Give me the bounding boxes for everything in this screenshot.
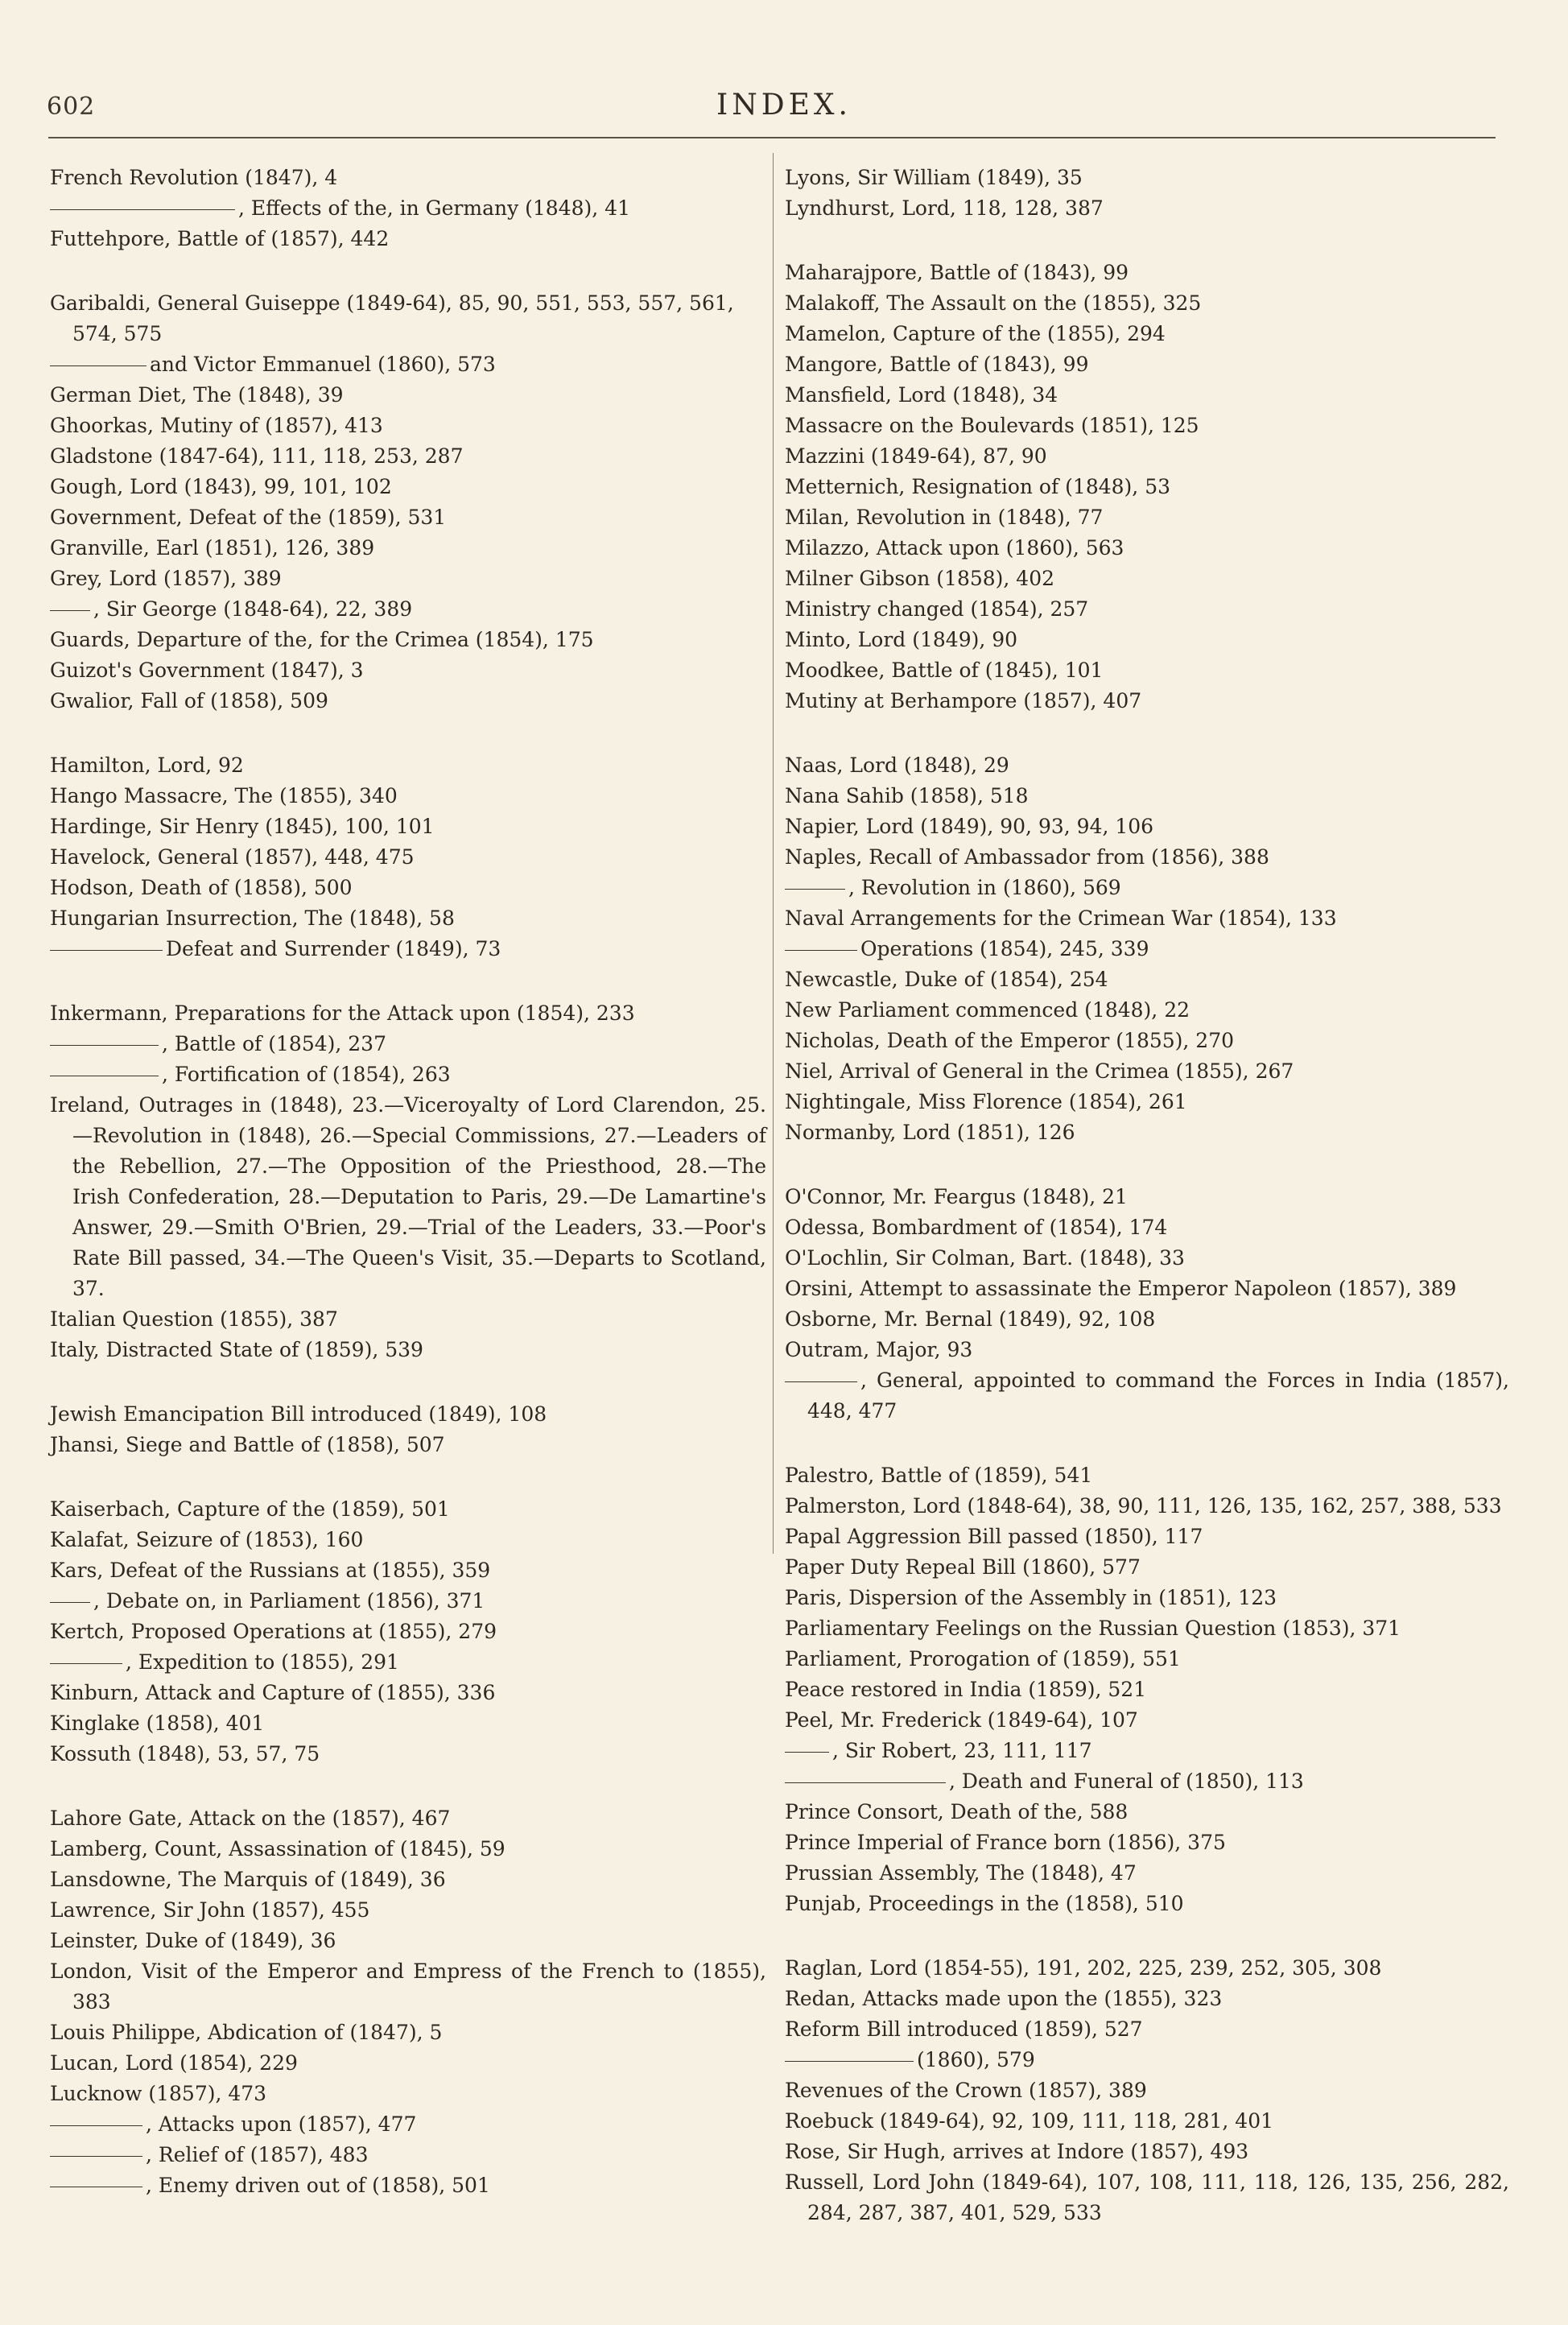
index-letter-group <box>50 1803 766 2201</box>
index-entry-text: Massacre on the Boulevards (1851), 125 <box>785 414 1199 437</box>
index-letter-group <box>785 1953 1509 2228</box>
index-entry <box>50 1494 766 1525</box>
index-entry-text: Havelock, General (1857), 448, 475 <box>50 845 415 869</box>
index-entry <box>785 1274 1509 1304</box>
index-entry <box>785 625 1509 655</box>
index-entry <box>785 1705 1509 1736</box>
index-entry-text: Prince Consort, Death of the, 588 <box>785 1800 1129 1823</box>
index-entry-text: Government, Defeat of the (1859), 531 <box>50 506 447 529</box>
index-entry-text: Mutiny at Berhampore (1857), 407 <box>785 689 1142 712</box>
index-column-left <box>50 163 766 2235</box>
index-entry-text: Nana Sahib (1858), 518 <box>785 784 1029 807</box>
index-entry-text: Granville, Earl (1851), 126, 389 <box>50 536 375 560</box>
index-entry-text: Italy, Distracted State of (1859), 539 <box>50 1338 423 1361</box>
index-entry <box>50 1895 766 1926</box>
index-entry-text: Jhansi, Siege and Battle of (1858), 507 <box>50 1433 445 1456</box>
index-entry-text: Peel, Mr. Frederick (1849-64), 107 <box>785 1708 1138 1732</box>
index-entry-text: Malakoff, The Assault on the (1855), 325 <box>785 291 1202 315</box>
index-entry-text: Kertch, Proposed Operations at (1855), 279 <box>50 1620 497 1643</box>
index-entry <box>50 2079 766 2109</box>
index-entry-text: O'Connor, Mr. Feargus (1848), 21 <box>785 1185 1128 1208</box>
index-entry <box>785 2167 1509 2228</box>
index-entry-text: Paper Duty Repeal Bill (1860), 577 <box>785 1555 1141 1579</box>
index-entry <box>50 1586 766 1617</box>
index-entry <box>785 1953 1509 1984</box>
index-entry-text: Normanby, Lord (1851), 126 <box>785 1121 1075 1144</box>
index-entry <box>785 1583 1509 1613</box>
index-entry <box>50 2140 766 2170</box>
index-entry-text: Newcastle, Duke of (1854), 254 <box>785 968 1108 991</box>
index-entry-text: Mamelon, Capture of the (1855), 294 <box>785 322 1166 345</box>
index-letter-group <box>50 163 766 254</box>
index-entry <box>785 2045 1509 2075</box>
index-entry <box>785 1984 1509 2014</box>
index-entry <box>785 1858 1509 1889</box>
header-rule <box>48 137 1496 138</box>
index-entry-text: , Effects of the, in Germany (1848), 41 <box>238 196 630 220</box>
index-entry <box>785 1335 1509 1365</box>
index-entry-text: , General, appointed to command the Forces in India (1857), 448, 477 <box>807 1369 1509 1423</box>
index-entry <box>785 1797 1509 1827</box>
index-entry <box>50 1956 766 2017</box>
index-entry <box>785 1675 1509 1705</box>
index-entry <box>785 842 1509 873</box>
index-entry-text: Ghoorkas, Mutiny of (1857), 413 <box>50 414 383 437</box>
index-entry-text: Osborne, Mr. Bernal (1849), 92, 108 <box>785 1307 1156 1331</box>
ditto-dash <box>50 2125 142 2126</box>
index-entry <box>785 1212 1509 1243</box>
index-entry <box>50 349 766 380</box>
index-entry <box>50 1834 766 1865</box>
index-entry-text: O'Lochlin, Sir Colman, Bart. (1848), 33 <box>785 1246 1185 1270</box>
index-entry <box>50 1617 766 1647</box>
ditto-dash <box>50 610 90 611</box>
index-entry-text: Mansfield, Lord (1848), 34 <box>785 383 1058 407</box>
index-entry-text: German Diet, The (1848), 39 <box>50 383 344 407</box>
index-entry <box>50 2017 766 2048</box>
ditto-dash <box>785 1381 857 1382</box>
column-divider <box>773 153 774 1554</box>
index-entry-text: Peace restored in India (1859), 521 <box>785 1678 1147 1701</box>
index-entry <box>50 2048 766 2079</box>
index-entry-text: , Revolution in (1860), 569 <box>848 876 1121 899</box>
index-entry <box>50 2170 766 2201</box>
index-entry <box>785 594 1509 625</box>
ditto-dash <box>785 1752 829 1753</box>
index-entry-text: Ireland, Outrages in (1848), 23.—Viceroyalty of Lord Clarendon, 25.—Revolution in (1848), 26.—Special Commissions, 27.—Leaders of the Rebellion, 27.—The Opposition of the Priesthood, 28.—The Irish Confederation, 28.—Deputation to Paris, 29.—De Lamartine's Answer, 29.—Smith O'Brien, 29.—Trial of the Leaders, 33.—Poor's Rate Bill passed, 34.—The Queen's Visit, 35.—Departs to Scotland, 37. <box>50 1093 766 1300</box>
page-number: 602 <box>47 93 96 121</box>
index-entry <box>50 625 766 655</box>
index-entry <box>785 380 1509 411</box>
index-entry <box>50 502 766 533</box>
index-entry-text: Parliament, Prorogation of (1859), 551 <box>785 1647 1181 1670</box>
ditto-dash <box>50 2156 142 2157</box>
index-entry-text: Paris, Dispersion of the Assembly in (1851), 123 <box>785 1586 1277 1609</box>
index-entry <box>785 1522 1509 1552</box>
index-entry-text: (1860), 579 <box>917 2048 1035 2071</box>
index-entry <box>50 533 766 564</box>
index-entry <box>50 411 766 441</box>
index-entry <box>50 842 766 873</box>
index-entry <box>785 1736 1509 1766</box>
index-entry-text: Niel, Arrival of General in the Crimea (1855), 267 <box>785 1059 1294 1083</box>
index-entry <box>785 411 1509 441</box>
index-entry-text: Mazzini (1849-64), 87, 90 <box>785 444 1047 468</box>
index-entry-text: Maharajpore, Battle of (1843), 99 <box>785 261 1129 284</box>
index-entry <box>50 1926 766 1956</box>
index-entry-text: Nicholas, Death of the Emperor (1855), 270 <box>785 1029 1235 1052</box>
index-entry-text: Papal Aggression Bill passed (1850), 117 <box>785 1525 1203 1548</box>
index-entry <box>785 781 1509 811</box>
ditto-dash <box>50 209 235 210</box>
index-entry <box>50 1739 766 1770</box>
index-entry-text: New Parliament commenced (1848), 22 <box>785 998 1190 1022</box>
index-entry-text: Ministry changed (1854), 257 <box>785 597 1089 621</box>
index-entry <box>50 1059 766 1090</box>
index-entry-text: , Relief of (1857), 483 <box>146 2143 369 2166</box>
index-entry-text: Italian Question (1855), 387 <box>50 1307 338 1331</box>
index-entry-text: , Debate on, in Parliament (1856), 371 <box>93 1589 485 1613</box>
index-entry <box>50 288 766 349</box>
index-entry-text: , Expedition to (1855), 291 <box>126 1650 399 1674</box>
index-entry-text: Revenues of the Crown (1857), 389 <box>785 2079 1147 2102</box>
index-entry <box>50 441 766 472</box>
index-entry <box>50 594 766 625</box>
index-entry-text: Hardinge, Sir Henry (1845), 100, 101 <box>50 815 435 838</box>
index-entry <box>785 995 1509 1026</box>
index-entry-text: Lawrence, Sir John (1857), 455 <box>50 1898 370 1922</box>
index-entry-text: Rose, Sir Hugh, arrives at Indore (1857), 493 <box>785 2140 1249 2163</box>
index-entry <box>50 1803 766 1834</box>
index-entry <box>50 380 766 411</box>
index-entry <box>785 1087 1509 1117</box>
index-entry-text: Orsini, Attempt to assassinate the Emperor Napoleon (1857), 389 <box>785 1277 1457 1300</box>
index-entry-text: and Victor Emmanuel (1860), 573 <box>150 353 496 376</box>
index-entry-text: Lucan, Lord (1854), 229 <box>50 2051 298 2075</box>
index-entry <box>50 1865 766 1895</box>
index-entry <box>50 781 766 811</box>
index-entry <box>785 1026 1509 1056</box>
index-entry <box>785 1304 1509 1335</box>
index-entry-text: Raglan, Lord (1854-55), 191, 202, 225, 239, 252, 305, 308 <box>785 1956 1382 1980</box>
index-entry-text: Garibaldi, General Guiseppe (1849-64), 85, 90, 551, 553, 557, 561, 574, 575 <box>50 291 734 345</box>
index-entry <box>50 1678 766 1708</box>
index-entry-text: Milan, Revolution in (1848), 77 <box>785 506 1104 529</box>
index-entry <box>785 1766 1509 1797</box>
index-entry <box>785 903 1509 934</box>
index-entry <box>785 1491 1509 1522</box>
index-entry <box>50 998 766 1029</box>
index-entry-text: Napier, Lord (1849), 90, 93, 94, 106 <box>785 815 1154 838</box>
index-entry <box>785 258 1509 288</box>
index-entry <box>50 934 766 964</box>
index-entry <box>785 1117 1509 1148</box>
index-entry <box>785 193 1509 224</box>
index-entry-text: Nightingale, Miss Florence (1854), 261 <box>785 1090 1187 1113</box>
ditto-dash <box>50 1045 159 1046</box>
index-entry <box>785 1889 1509 1919</box>
index-entry-text: Roebuck (1849-64), 92, 109, 111, 118, 281, 401 <box>785 2109 1274 2133</box>
index-letter-group <box>785 258 1509 716</box>
index-entry-text: Russell, Lord John (1849-64), 107, 108, 111, 118, 126, 135, 256, 282, 284, 287, 387, 401, 529, 533 <box>785 2170 1509 2224</box>
index-entry-text: Palmerston, Lord (1848-64), 38, 90, 111, 126, 135, 162, 257, 388, 533 <box>785 1494 1502 1518</box>
index-entry <box>50 1399 766 1430</box>
index-entry <box>785 564 1509 594</box>
index-entry-text: Gwalior, Fall of (1858), 509 <box>50 689 328 712</box>
ditto-dash <box>50 950 163 951</box>
index-entry-text: Kinburn, Attack and Capture of (1855), 336 <box>50 1681 496 1704</box>
index-entry <box>785 1182 1509 1212</box>
index-entry <box>50 686 766 716</box>
index-entry <box>785 319 1509 349</box>
index-entry-text: , Attacks upon (1857), 477 <box>146 2112 417 2136</box>
index-entry-text: Moodkee, Battle of (1845), 101 <box>785 659 1104 682</box>
index-entry <box>50 1708 766 1739</box>
index-column-right <box>785 163 1509 2262</box>
index-entry-text: Metternich, Resignation of (1848), 53 <box>785 475 1171 498</box>
index-entry <box>50 655 766 686</box>
index-entry-text: Guizot's Government (1847), 3 <box>50 659 364 682</box>
index-entry-text: Hamilton, Lord, 92 <box>50 754 244 777</box>
index-entry <box>50 1335 766 1365</box>
index-entry-text: Punjab, Proceedings in the (1858), 510 <box>785 1892 1184 1915</box>
index-entry <box>785 750 1509 781</box>
index-entry <box>785 2075 1509 2106</box>
index-entry-text: , Enemy driven out of (1858), 501 <box>146 2174 490 2197</box>
index-entry-text: Futtehpore, Battle of (1857), 442 <box>50 227 390 250</box>
index-entry <box>785 2106 1509 2137</box>
ditto-dash <box>50 1663 122 1664</box>
index-entry-text: Lyons, Sir William (1849), 35 <box>785 166 1083 189</box>
index-entry <box>785 1243 1509 1274</box>
index-entry-text: Redan, Attacks made upon the (1855), 323 <box>785 1987 1223 2010</box>
index-entry-text: Prussian Assembly, The (1848), 47 <box>785 1861 1137 1885</box>
index-entry-text: , Sir Robert, 23, 111, 117 <box>832 1739 1092 1762</box>
index-entry-text: Kossuth (1848), 53, 57, 75 <box>50 1742 320 1765</box>
index-entry-text: Hango Massacre, The (1855), 340 <box>50 784 398 807</box>
index-entry <box>50 811 766 842</box>
index-entry-text: Gladstone (1847-64), 111, 118, 253, 287 <box>50 444 464 468</box>
index-entry-text: Hodson, Death of (1858), 500 <box>50 876 353 899</box>
index-entry <box>785 288 1509 319</box>
index-entry-text: Hungarian Insurrection, The (1848), 58 <box>50 906 455 930</box>
index-letter-group <box>50 288 766 716</box>
index-entry-text: Kars, Defeat of the Russians at (1855), 359 <box>50 1559 491 1582</box>
index-entry-text: Odessa, Bombardment of (1854), 174 <box>785 1216 1168 1239</box>
index-entry <box>785 163 1509 193</box>
index-entry <box>785 655 1509 686</box>
index-entry-text: Jewish Emancipation Bill introduced (1849), 108 <box>50 1402 547 1426</box>
index-entry-text: Kalafat, Seizure of (1853), 160 <box>50 1528 364 1551</box>
index-entry-text: Guards, Departure of the, for the Crimea (1854), 175 <box>50 628 594 651</box>
index-letter-group <box>50 998 766 1365</box>
index-entry <box>50 1555 766 1586</box>
index-entry-text: Lahore Gate, Attack on the (1857), 467 <box>50 1807 451 1830</box>
index-letter-group <box>785 1182 1509 1427</box>
index-entry-text: Parliamentary Feelings on the Russian Question (1853), 371 <box>785 1617 1401 1640</box>
index-entry-text: Palestro, Battle of (1859), 541 <box>785 1464 1093 1487</box>
index-entry <box>785 441 1509 472</box>
ditto-dash <box>785 2061 914 2062</box>
index-entry-text: Operations (1854), 245, 339 <box>860 937 1149 960</box>
index-entry <box>785 1460 1509 1491</box>
index-entry <box>50 903 766 934</box>
index-entry-text: Lansdowne, The Marquis of (1849), 36 <box>50 1868 446 1891</box>
index-entry <box>50 1029 766 1059</box>
index-entry-text: Naval Arrangements for the Crimean War (1854), 133 <box>785 906 1337 930</box>
index-entry <box>50 1647 766 1678</box>
index-entry <box>50 224 766 254</box>
index-entry <box>785 1056 1509 1087</box>
index-entry-text: Reform Bill introduced (1859), 527 <box>785 2017 1143 2041</box>
index-entry <box>50 472 766 502</box>
index-entry <box>785 349 1509 380</box>
index-entry-text: Grey, Lord (1857), 389 <box>50 567 282 590</box>
index-entry <box>785 811 1509 842</box>
index-entry-text: Lamberg, Count, Assassination of (1845), 59 <box>50 1837 505 1860</box>
index-entry-text: Milner Gibson (1858), 402 <box>785 567 1055 590</box>
index-entry-text: Mangore, Battle of (1843), 99 <box>785 353 1089 376</box>
index-entry <box>50 2109 766 2140</box>
index-entry-text: Inkermann, Preparations for the Attack upon (1854), 233 <box>50 1001 635 1025</box>
index-entry-text: Leinster, Duke of (1849), 36 <box>50 1929 336 1952</box>
index-entry <box>785 934 1509 964</box>
index-letter-group <box>785 750 1509 1148</box>
ditto-dash <box>785 889 845 890</box>
index-entry-text: , Fortification of (1854), 263 <box>162 1063 451 1086</box>
index-letter-group <box>785 163 1509 224</box>
index-entry-text: Kinglake (1858), 401 <box>50 1712 265 1735</box>
index-entry <box>50 564 766 594</box>
index-entry <box>785 1644 1509 1675</box>
index-entry-text: London, Visit of the Emperor and Empress of the French to (1855), 383 <box>50 1960 766 2013</box>
index-letter-group <box>50 1399 766 1460</box>
index-entry-text: , Sir George (1848-64), 22, 389 <box>93 597 413 621</box>
index-entry <box>50 873 766 903</box>
index-entry <box>50 1090 766 1304</box>
index-entry-text: Kaiserbach, Capture of the (1859), 501 <box>50 1497 450 1521</box>
index-entry <box>785 502 1509 533</box>
index-entry-text: Prince Imperial of France born (1856), 375 <box>785 1831 1226 1854</box>
ditto-dash <box>50 365 146 366</box>
index-letter-group <box>785 1460 1509 1919</box>
index-entry <box>50 1430 766 1460</box>
index-entry <box>785 2014 1509 2045</box>
index-entry <box>50 750 766 781</box>
index-entry <box>785 1827 1509 1858</box>
index-entry <box>785 1613 1509 1644</box>
index-entry <box>50 163 766 193</box>
index-entry <box>785 1552 1509 1583</box>
index-entry-text: , Battle of (1854), 237 <box>162 1032 386 1055</box>
index-entry-text: Lucknow (1857), 473 <box>50 2082 267 2105</box>
index-entry <box>50 1525 766 1555</box>
index-entry <box>785 533 1509 564</box>
ditto-dash <box>785 1782 946 1783</box>
index-entry-text: Gough, Lord (1843), 99, 101, 102 <box>50 475 392 498</box>
index-letter-group <box>50 1494 766 1770</box>
index-entry-text: Milazzo, Attack upon (1860), 563 <box>785 536 1124 560</box>
index-entry <box>785 472 1509 502</box>
index-entry-text: Louis Philippe, Abdication of (1847), 5 <box>50 2021 443 2044</box>
index-entry <box>785 2137 1509 2167</box>
index-entry-text: Minto, Lord (1849), 90 <box>785 628 1018 651</box>
index-entry-text: Naas, Lord (1848), 29 <box>785 754 1009 777</box>
index-entry-text: Lyndhurst, Lord, 118, 128, 387 <box>785 196 1104 220</box>
index-entry <box>50 1304 766 1335</box>
ditto-dash <box>50 1602 90 1603</box>
index-entry <box>50 193 766 224</box>
page-title: INDEX. <box>716 89 852 122</box>
index-entry <box>785 686 1509 716</box>
index-entry-text: , Death and Funeral of (1850), 113 <box>949 1770 1304 1793</box>
index-entry <box>785 873 1509 903</box>
index-entry-text: French Revolution (1847), 4 <box>50 166 338 189</box>
ditto-dash <box>785 950 857 951</box>
index-entry-text: Naples, Recall of Ambassador from (1856), 388 <box>785 845 1269 869</box>
index-entry-text: Outram, Major, 93 <box>785 1338 973 1361</box>
index-letter-group <box>50 750 766 964</box>
index-entry <box>785 1365 1509 1427</box>
index-entry <box>785 964 1509 995</box>
index-entry-text: Defeat and Surrender (1849), 73 <box>166 937 501 960</box>
